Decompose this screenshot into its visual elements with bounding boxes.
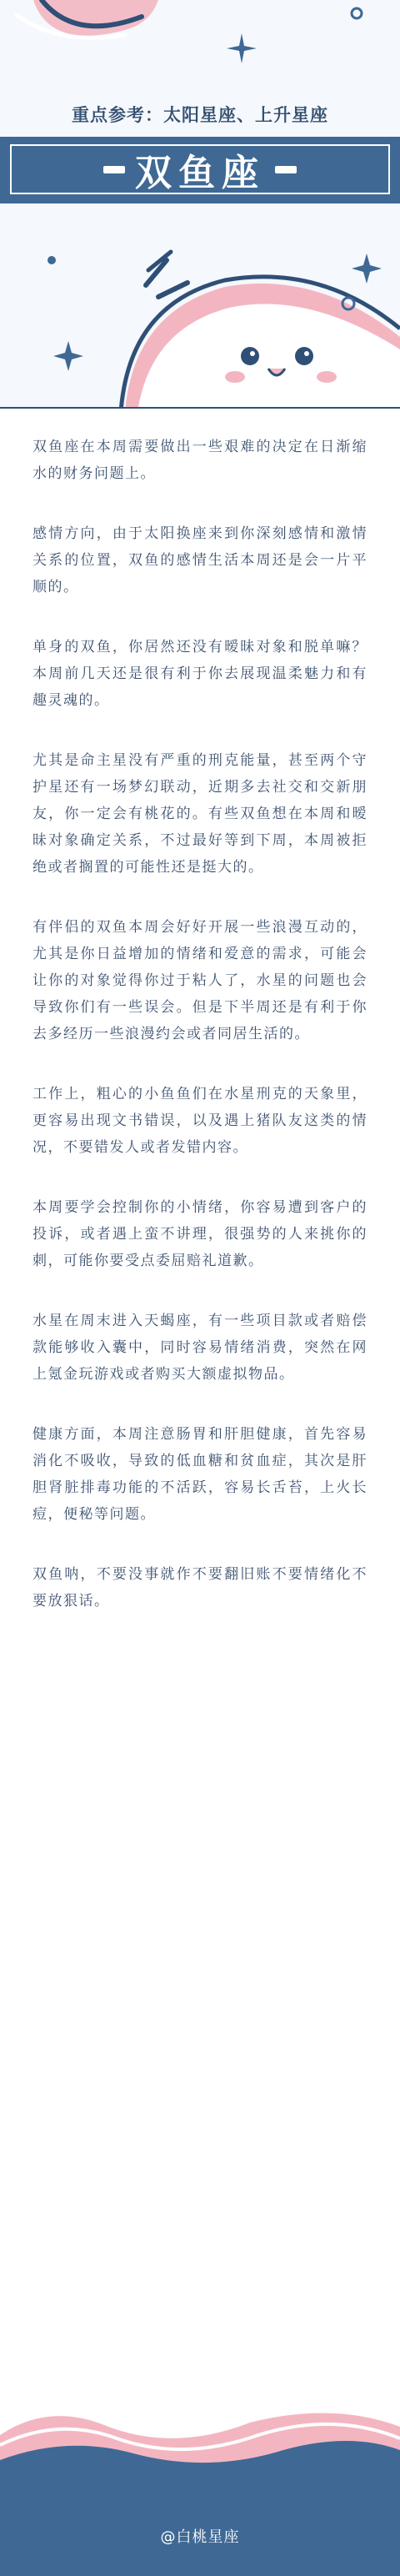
paragraph: 本周要学会控制你的小情绪，你容易遭到客户的投诉，或者遇上蛮不讲理，很强势的人来挑你的刺，可能你要受点委屈赔礼道歉。 — [32, 1199, 368, 1269]
footer — [0, 2402, 400, 2576]
article-body — [32, 434, 368, 1648]
footer-credit: @白桃星座 — [160, 2528, 240, 2546]
fish-mascot-illustration — [0, 203, 400, 409]
footer-wave-decoration — [0, 2402, 400, 2576]
paragraph: 工作上，粗心的小鱼鱼们在水星刑克的天象里，更容易出现文书错误，以及遇上猪队友这类的情况，不要错发人或者发错内容。 — [32, 1086, 368, 1156]
header — [0, 0, 400, 409]
planet-ring-decoration — [0, 0, 400, 92]
paragraph: 感情方向，由于太阳换座来到你深刻感情和激情关系的位置，双鱼的感情生活本周还是会一片平顺的。 — [32, 525, 368, 595]
star-icon — [225, 32, 258, 65]
dash-left — [103, 166, 125, 173]
page-title: 双鱼座 — [135, 152, 265, 194]
paragraph: 有伴侣的双鱼本周会好好开展一些浪漫互动的，尤其是你日益增加的情绪和爱意的需求，可能会让你的对象觉得你过于粘人了，水星的问题也会导致你们有一些误会。但是下半周还是有利于你去多经历一些浪漫约会或者同居生活的。 — [32, 919, 368, 1042]
paragraph: 双鱼呐，不要没事就作不要翻旧账不要情绪化不要放狠话。 — [32, 1566, 368, 1609]
paragraph: 水星在周末进入天蝎座，有一些项目款或者赔偿款能够收入囊中，同时容易情绪消费，突然在网上氪金玩游戏或者购买大额虚拟物品。 — [32, 1313, 368, 1383]
header-divider — [0, 407, 400, 409]
subtitle: 重点参考：太阳星座、上升星座 — [72, 105, 328, 125]
paragraph: 双鱼座在本周需要做出一些艰难的决定在日渐缩水的财务问题上。 — [32, 439, 368, 482]
paragraph: 健康方面，本周注意肠胃和肝胆健康，首先容易消化不吸收，导致的低血糖和贫血症，其次是肝胆肾脏排毒功能的不活跃，容易长舌苔，上火长痘，便秘等问题。 — [32, 1426, 368, 1523]
paragraph: 单身的双鱼，你居然还没有暧昧对象和脱单嘛？本周前几天还是很有利于你去展现温柔魅力和有趣灵魂的。 — [32, 639, 368, 709]
paragraph: 尤其是命主星没有严重的刑克能量，甚至两个守护星还有一场梦幻联动，近期多去社交和交新朋友，你一定会有桃花的。有些双鱼想在本周和暧昧对象确定关系，不过最好等到下周，本周被拒绝或者搁置的可能性还是挺大的。 — [32, 752, 368, 876]
title-banner — [0, 137, 400, 203]
dash-right — [275, 166, 297, 173]
small-circle-icon — [348, 5, 365, 22]
